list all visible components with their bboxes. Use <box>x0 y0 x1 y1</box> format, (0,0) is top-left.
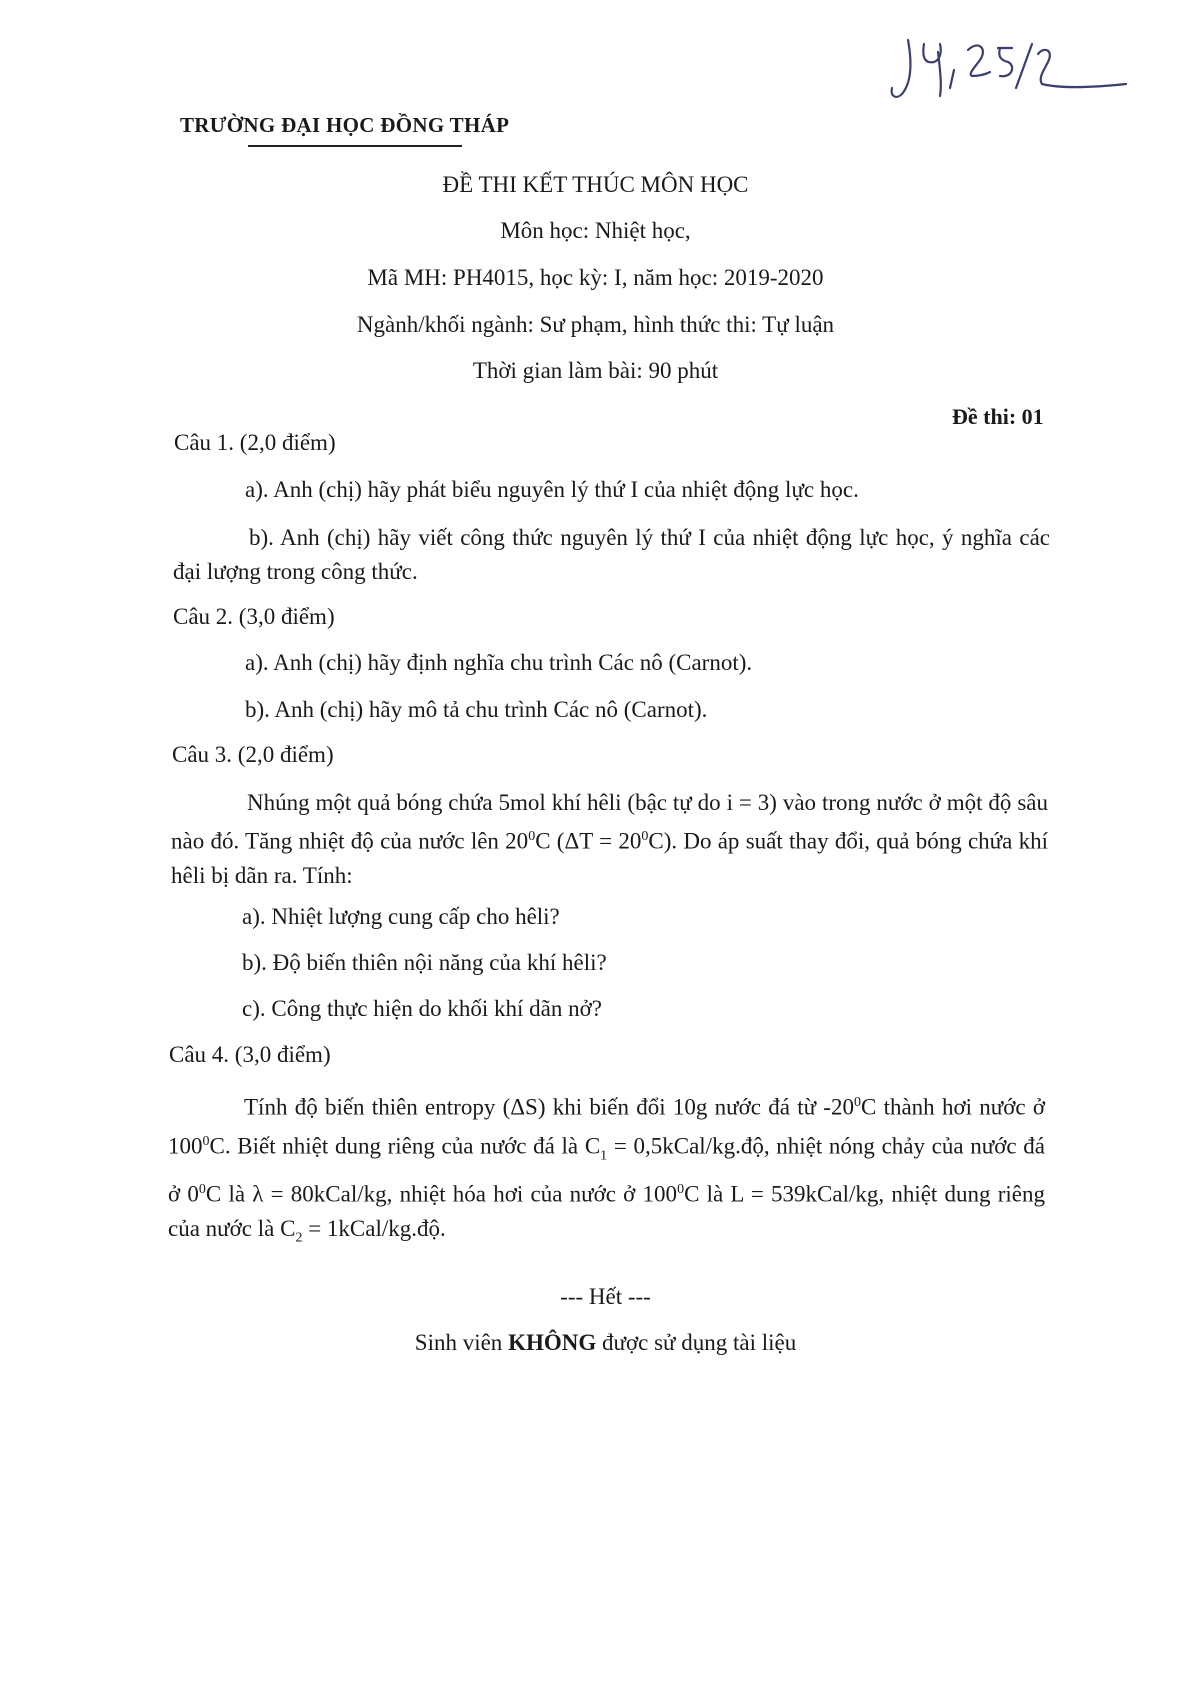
q1-part-b: b). Anh (chị) hãy viết công thức nguyên lý thứ I của nhiệt động lực học, ý nghĩa các đại lượng trong công thức. <box>173 525 1050 584</box>
q3-heading: Câu 3. (2,0 điểm) <box>172 742 334 767</box>
school-name: TRƯỜNG ĐẠI HỌC ĐỒNG THÁP <box>180 113 510 137</box>
end-marker: --- Hết --- <box>560 1284 651 1309</box>
subject-line: Môn học: Nhiệt học, <box>500 218 691 243</box>
exam-title: ĐỀ THI KẾT THÚC MÔN HỌC <box>442 172 749 197</box>
q2-part-b: b). Anh (chị) hãy mô tả chu trình Các nô (Carnot). <box>245 697 708 722</box>
q1-heading: Câu 1. (2,0 điểm) <box>174 430 336 455</box>
exam-number: Đề thi: 01 <box>952 404 1044 429</box>
major-line: Ngành/khối ngành: Sư phạm, hình thức thi: Tự luận <box>356 312 835 337</box>
q2-part-a: a). Anh (chị) hãy định nghĩa chu trình Các nô (Carnot). <box>245 650 753 675</box>
q2-heading: Câu 2. (3,0 điểm) <box>173 604 335 629</box>
school-underline <box>248 145 462 147</box>
q1-part-a: a). Anh (chị) hãy phát biểu nguyên lý thứ I của nhiệt động lực học. <box>245 477 859 502</box>
q4-body: Tính độ biến thiên entropy (ΔS) khi biến đổi 10g nước đá từ $-20^0C$ thành hơi nước ở $100^0C$. Biết nhiệt dung riêng của nước đá là $C_1$ = 0,5kCal/kg.độ, nhiệt nóng chảy của nước đá ở $0^0C$ là λ = 80kCal/kg, nhiệt hóa hơi của nước ở $100^0C$ là L = 539kCal/kg, nhiệt dung riêng của nước là $C_2$ = 1kCal/kg.độ. <box>168 1094 1046 1246</box>
course-code-line: Mã MH: PH4015, học kỳ: I, năm học: 2019-2020 <box>367 265 824 290</box>
handwritten-note <box>888 22 1148 112</box>
duration-line: Thời gian làm bài: 90 phút <box>472 358 719 383</box>
materials-note: Sinh viên KHÔNG được sử dụng tài liệu <box>414 1330 797 1355</box>
q3-part-a: a). Nhiệt lượng cung cấp cho hêli? <box>242 904 560 929</box>
q3-body: Nhúng một quả bóng chứa 5mol khí hêli (bậc tự do i = 3) vào trong nước ở một độ sâu nào đó. Tăng nhiệt độ của nước lên $20^0C$ $(\Delta T = 20^0C)$. Do áp suất thay đổi, quả bóng chứa khí hêli bị dãn ra. Tính: <box>171 790 1048 888</box>
q3-part-c: c). Công thực hiện do khối khí dãn nở? <box>242 996 602 1021</box>
q4-heading: Câu 4. (3,0 điểm) <box>169 1042 331 1067</box>
q3-part-b: b). Độ biến thiên nội năng của khí hêli? <box>242 950 607 975</box>
